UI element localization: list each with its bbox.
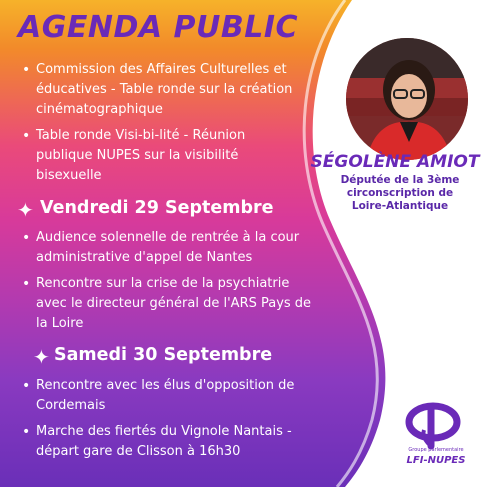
agenda-list-top	[22, 60, 302, 192]
sparkle-icon: ✦	[17, 198, 34, 222]
day-heading-saturday: Samedi 30 Septembre	[54, 345, 273, 365]
person-role: Députée de la 3ème circonscription de Loire-Atlantique	[340, 174, 460, 212]
day-heading-friday: Vendredi 29 Septembre	[40, 198, 274, 218]
sparkle-icon: ✦	[33, 345, 50, 369]
list-item: • Audience solennelle de rentrée à la cour administrative d'appel de Nantes	[22, 228, 322, 268]
list-item: • Rencontre sur la crise de la psychiatrie avec le directeur général de l'ARS Pays de la Loire	[22, 274, 322, 334]
list-item: • Marche des fiertés du Vignole Nantais - départ gare de Clisson à 16h30	[22, 422, 332, 462]
page-title: AGENDA PUBLIC	[18, 10, 299, 45]
agenda-list-saturday	[22, 376, 332, 468]
list-item: • Rencontre avec les élus d'opposition de Cordemais	[22, 376, 332, 416]
logo-caption: Groupe parlementaire	[408, 447, 464, 453]
list-item: • Commission des Affaires Culturelles et éducatives - Table ronde sur la création cinématographique	[22, 60, 302, 120]
phi-logo-icon	[398, 398, 468, 478]
agenda-list-friday	[22, 228, 322, 340]
person-name: SÉGOLÈNE AMIOT	[310, 152, 480, 172]
list-item: • Table ronde Visi-bi-lité - Réunion publique NUPES sur la visibilité bisexuelle	[22, 126, 302, 186]
portrait-photo	[344, 36, 470, 162]
logo-brand: LFI-NUPES	[406, 455, 466, 466]
